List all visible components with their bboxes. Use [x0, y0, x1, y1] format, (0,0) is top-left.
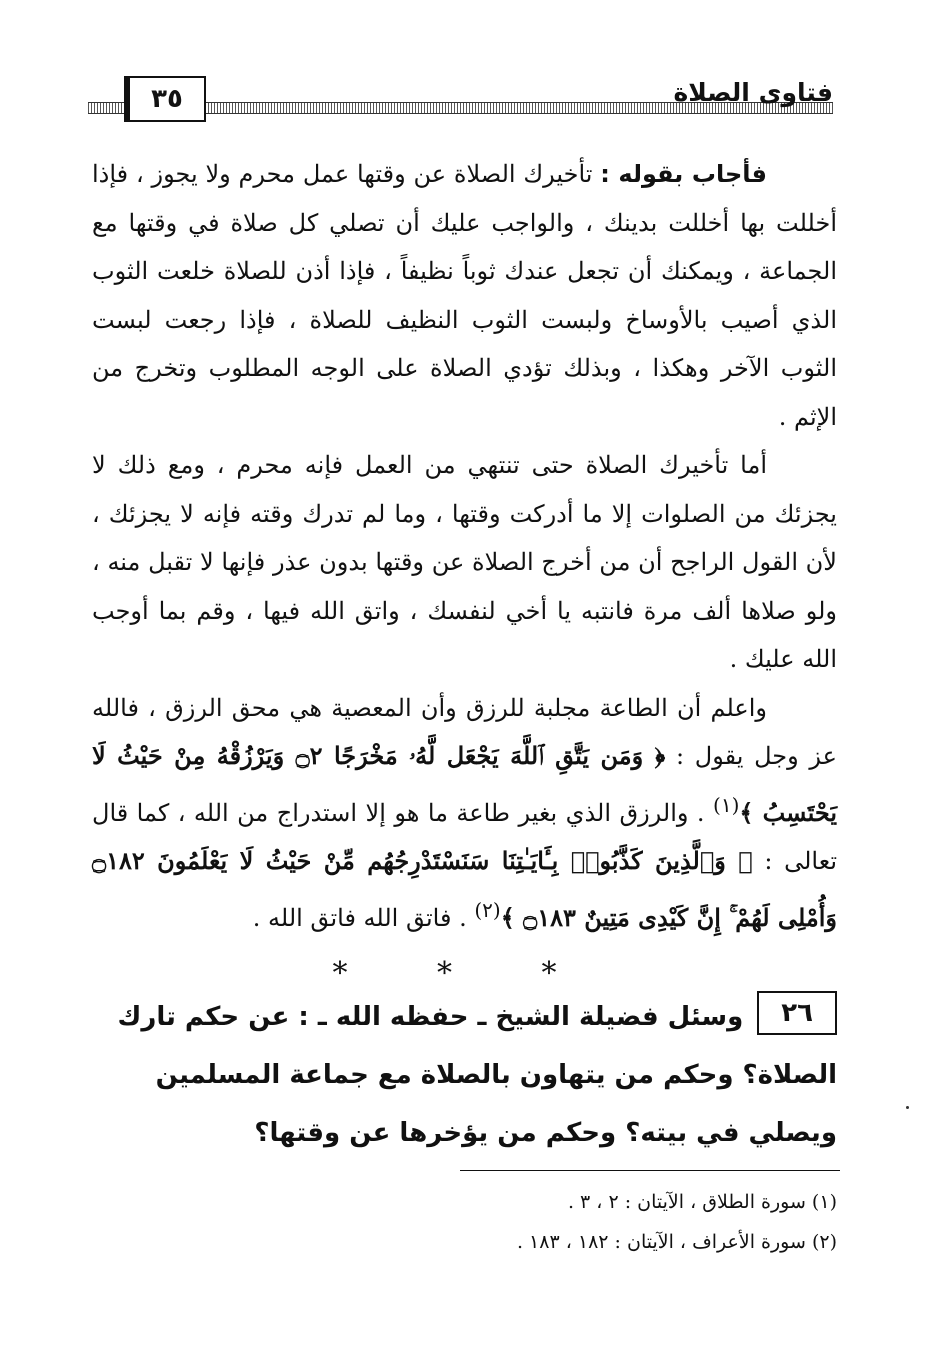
footnotes: [92, 1182, 837, 1262]
quran-verse-2: ﴿ وَٱلَّذِينَ كَذَّبُوا۟ بِـَٔايَـٰتِنَا سَنَسْتَدْرِجُهُم مِّنْ حَيْثُ لَا يَعْلَمُونَ ۝١٨٢ وَأُمْلِى لَهُمْ ۚ إِنَّ كَيْدِى مَتِينٌ ۝١٨٣ ﴾: [92, 846, 837, 932]
footnote-ref-2: (٢): [474, 897, 501, 922]
footnote-ref-1: (١): [713, 792, 740, 817]
main-text: [92, 150, 837, 1005]
provision-end: . فاتق الله فاتق الله .: [252, 903, 475, 932]
answer-text: تأخيرك الصلاة عن وقتها عمل محرم ولا يجوز ، فإذا أخللت بها أخللت بدينك ، والواجب عليك أن تصلي كل صلاة في وقتها مع الجماعة ، ويمكنك أن تجعل عندك ثوباً نظيفاً ، فإذا أذن للصلاة خلعت الثوب الذي أصيب بالأوساخ ولبست الثوب النظيف للصلاة ، فإذا رجعت لبست الثوب الآخر وهكذا ، وبذلك تؤدي الصلاة على الوجه المطلوب وتخرج من الإثم .: [92, 160, 837, 431]
paragraph-delay: أما تأخيرك الصلاة حتى تنتهي من العمل فإنه محرم ، ومع ذلك لا يجزئك من الصلوات إلا ما أدركت وقتها ، وما لم تدرك وقته فإنه لا يجزئك ، لأن القول الراجح أن من أخرج الصلاة عن وقتها بدون عذر فإنها لا تقبل منه ، ولو صلاها ألف مرة فانتبه يا أخي لنفسك ، واتق الله فيها ، وقم بما أوجب الله عليك .: [92, 451, 837, 673]
page-header: [88, 72, 833, 122]
answer-lead: فأجاب بقوله :: [600, 160, 767, 188]
footnote-2: (٢) سورة الأعراف ، الآيتان : ١٨٢ ، ١٨٣ .: [516, 1231, 837, 1253]
paragraph-provision: [92, 684, 837, 943]
page-number: ٣٥: [151, 84, 183, 114]
question-number: ٢٦: [757, 991, 837, 1035]
question-block: [92, 988, 837, 1162]
provision-middle: . والرزق الذي بغير طاعة ما هو إلا استدراج من الله ، كما قال تعالى :: [92, 798, 837, 875]
quran-verse-1: ﴿ وَمَن يَتَّقِ ٱللَّهَ يَجْعَل لَّهُۥ مَخْرَجًا ۝٢ وَيَرْزُقْهُ مِنْ حَيْثُ لَا يَحْتَسِبُ ﴾: [92, 741, 837, 827]
page-number-box: [124, 76, 206, 122]
margin-dot: [906, 1106, 909, 1109]
footnote-1: (١) سورة الطلاق ، الآيتان : ٢ ، ٣ .: [567, 1191, 837, 1213]
section-separator: * * *: [332, 956, 597, 991]
question-text: وسئل فضيلة الشيخ ـ حفظه الله ـ : عن حكم تارك الصلاة؟ وحكم من يتهاون بالصلاة مع جماعة المسلمين ويصلي في بيته؟ وحكم من يؤخرها عن وقتها؟: [117, 1002, 837, 1148]
running-title: فتاوى الصلاة: [673, 78, 833, 107]
paragraph-answer: [92, 150, 837, 441]
provision-intro: واعلم أن الطاعة مجلبة للرزق وأن المعصية هي محق الرزق ، فالله عز وجل يقول :: [92, 693, 837, 770]
footnote-rule: [460, 1170, 840, 1171]
